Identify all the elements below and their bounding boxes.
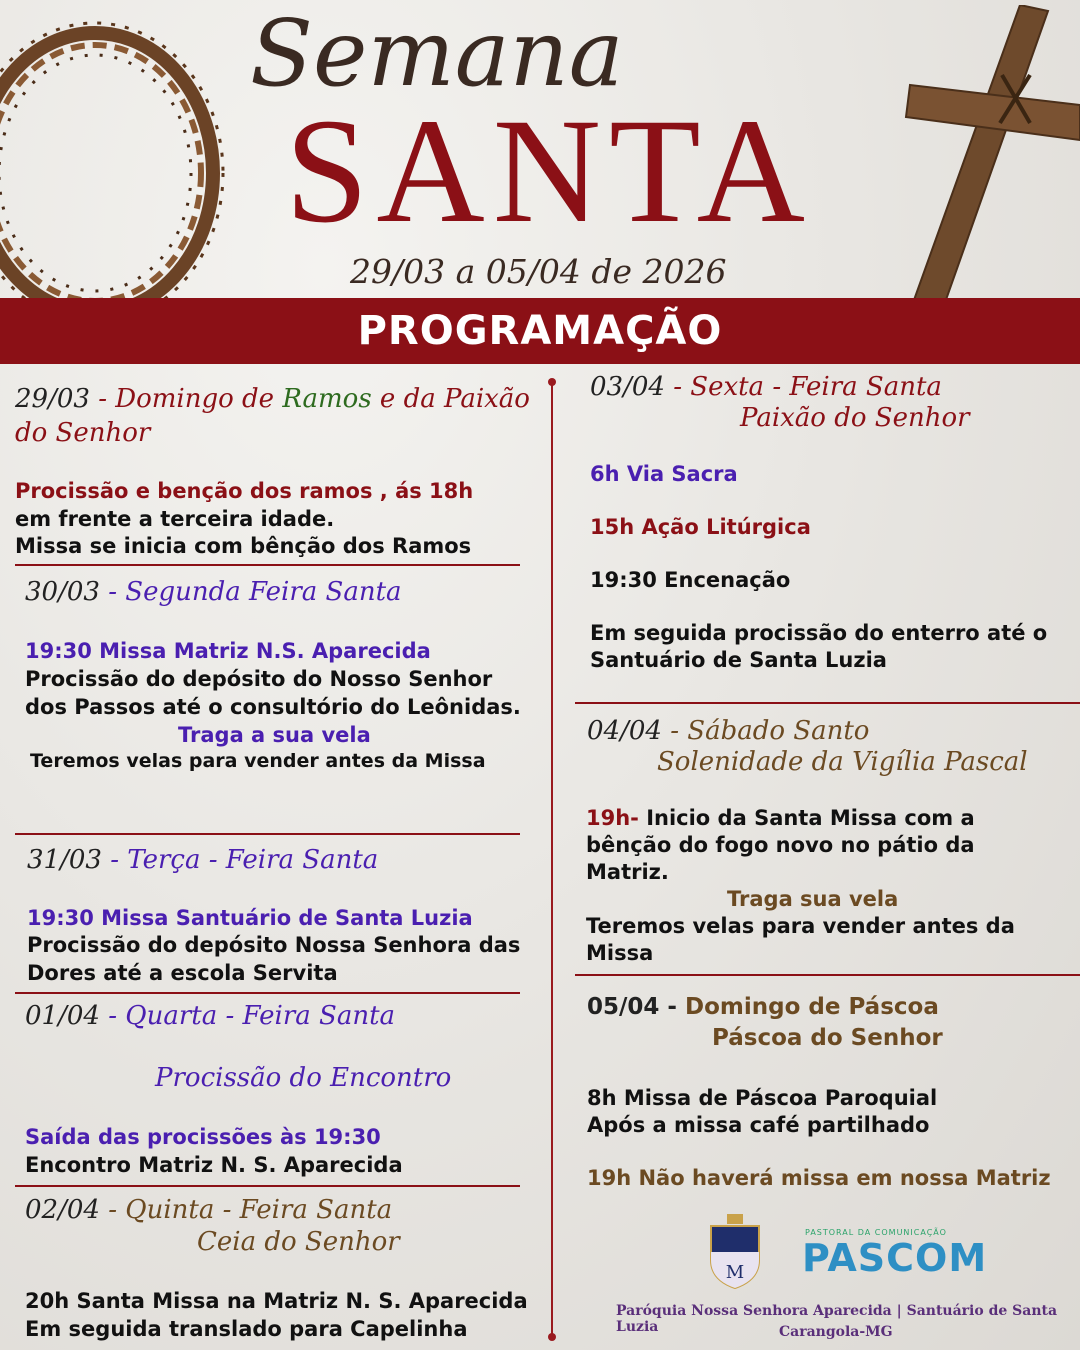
day-0404-line6: Missa	[586, 941, 654, 965]
day-0304-line2: 15h Ação Litúrgica	[590, 515, 811, 539]
divider	[15, 992, 520, 994]
day-0504-line3: 19h Não haverá missa em nossa Matriz	[587, 1166, 1051, 1190]
footer-city-line: Carangola-MG	[779, 1324, 893, 1340]
day-0404-date: 04/04	[587, 716, 662, 746]
divider	[15, 1185, 520, 1187]
day-0404-line3: Matriz.	[586, 860, 669, 884]
day-3103-date: 31/03	[27, 845, 102, 875]
day-0404-sub: Solenidade da Vigília Pascal	[657, 747, 1028, 777]
day-2903-name-b: e da Paixão	[371, 384, 530, 414]
day-0204-date: 02/04	[25, 1195, 100, 1225]
day-3003-line1: 19:30 Missa Matriz N.S. Aparecida	[25, 639, 431, 663]
parish-coat-of-arms-icon	[707, 1212, 763, 1290]
day-3003-line3: dos Passos até o consultório do Leônidas.	[25, 695, 521, 719]
divider	[15, 564, 520, 566]
day-0404-line2: bênção do fogo novo no pátio da	[586, 833, 975, 857]
day-2903-dash: -	[89, 384, 116, 414]
day-0504-sub: Páscoa do Senhor	[712, 1025, 943, 1051]
day-2903-name-ramos: Ramos	[282, 384, 372, 414]
crown-of-thorns-icon	[0, 5, 235, 340]
day-3003-line2: Procissão do depósito do Nosso Senhor	[25, 667, 493, 691]
day-3003-heading	[25, 577, 402, 607]
day-3103-line2: Procissão do depósito Nossa Senhora das	[27, 933, 521, 957]
day-3103-name: - Terça - Feira Santa	[101, 845, 379, 875]
day-0204-line1: 20h Santa Missa na Matriz N. S. Aparecida	[25, 1289, 528, 1313]
footer-parish-line: Paróquia Nossa Senhora Aparecida | Santuário de Santa Luzia	[616, 1303, 1058, 1335]
programacao-banner	[0, 298, 1080, 364]
day-3003-line4: Traga a sua vela	[178, 723, 371, 747]
day-0204-heading	[25, 1195, 392, 1225]
day-0304-date: 03/04	[590, 372, 665, 402]
day-0104-sub: Procissão do Encontro	[155, 1063, 452, 1093]
day-0404-line5: Teremos velas para vender antes da	[586, 914, 1015, 938]
day-3003-name: - Segunda Feira Santa	[99, 577, 402, 607]
day-0304-line3: 19:30 Encenação	[590, 568, 791, 592]
day-0504-name: Domingo de Páscoa	[684, 994, 939, 1020]
date-range: 29/03 a 05/04 de 2026	[350, 252, 727, 291]
day-0104-name: - Quarta - Feira Santa	[99, 1001, 396, 1031]
banner-label: PROGRAMAÇÃO	[357, 308, 723, 354]
day-0404-name: - Sábado Santo	[661, 716, 870, 746]
column-divider	[551, 382, 553, 1337]
day-0104-line2: Encontro Matriz N. S. Aparecida	[25, 1153, 403, 1177]
day-0404-time: 19h-	[586, 806, 647, 830]
day-3103-line3: Dores até a escola Servita	[27, 961, 338, 985]
day-2903-date: 29/03	[15, 384, 90, 414]
day-0504-line1: 8h Missa de Páscoa Paroquial	[587, 1086, 938, 1110]
day-0304-sub: Paixão do Senhor	[740, 403, 970, 433]
day-0204-line2: Em seguida translado para Capelinha	[25, 1317, 468, 1341]
day-0304-heading	[590, 372, 942, 402]
day-0404-line1	[586, 805, 975, 832]
pascom-subtitle: PASTORAL DA COMUNICAÇÃO	[805, 1228, 947, 1237]
divider	[15, 833, 520, 835]
day-3003-line5: Teremos velas para vender antes da Missa	[30, 750, 486, 772]
day-0204-name: - Quinta - Feira Santa	[99, 1195, 393, 1225]
day-2903-name-c: do Senhor	[15, 418, 151, 448]
day-0504-heading	[587, 994, 939, 1020]
divider	[575, 974, 1080, 976]
divider	[575, 702, 1080, 704]
day-0104-heading	[25, 1001, 395, 1031]
day-2903-heading	[15, 384, 530, 414]
day-0404-line1-text: Inicio da Santa Missa com a	[646, 806, 975, 830]
title-semana: Semana	[250, 0, 624, 107]
day-0104-date: 01/04	[25, 1001, 100, 1031]
day-0404-line4: Traga sua vela	[727, 887, 899, 911]
day-2903-line1: Procissão e benção dos ramos , ás 18h	[15, 479, 474, 503]
day-3003-date: 30/03	[25, 577, 100, 607]
svg-text:M: M	[725, 1262, 745, 1283]
day-0304-name: - Sexta - Feira Santa	[664, 372, 942, 402]
day-2903-line3: Missa se inicia com bênção dos Ramos	[15, 534, 472, 558]
pascom-logo: PASCOM	[802, 1236, 988, 1280]
day-0504-line2: Após a missa café partilhado	[587, 1113, 930, 1137]
day-0304-line1: 6h Via Sacra	[590, 462, 738, 486]
day-3103-heading	[27, 845, 378, 875]
day-0304-line4: Em seguida procissão do enterro até o	[590, 621, 1048, 645]
day-0504-date: 05/04 -	[587, 994, 685, 1020]
title-santa: SANTA	[285, 88, 814, 254]
day-0104-line1: Saída das procissões às 19:30	[25, 1125, 381, 1149]
day-2903-name-a: Domingo de	[115, 384, 283, 414]
day-2903-line2: em frente a terceira idade.	[15, 507, 335, 531]
day-0204-sub: Ceia do Senhor	[197, 1227, 400, 1257]
day-3103-line1: 19:30 Missa Santuário de Santa Luzia	[27, 906, 473, 930]
day-0304-line5: Santuário de Santa Luzia	[590, 648, 887, 672]
day-0404-heading	[587, 716, 869, 746]
